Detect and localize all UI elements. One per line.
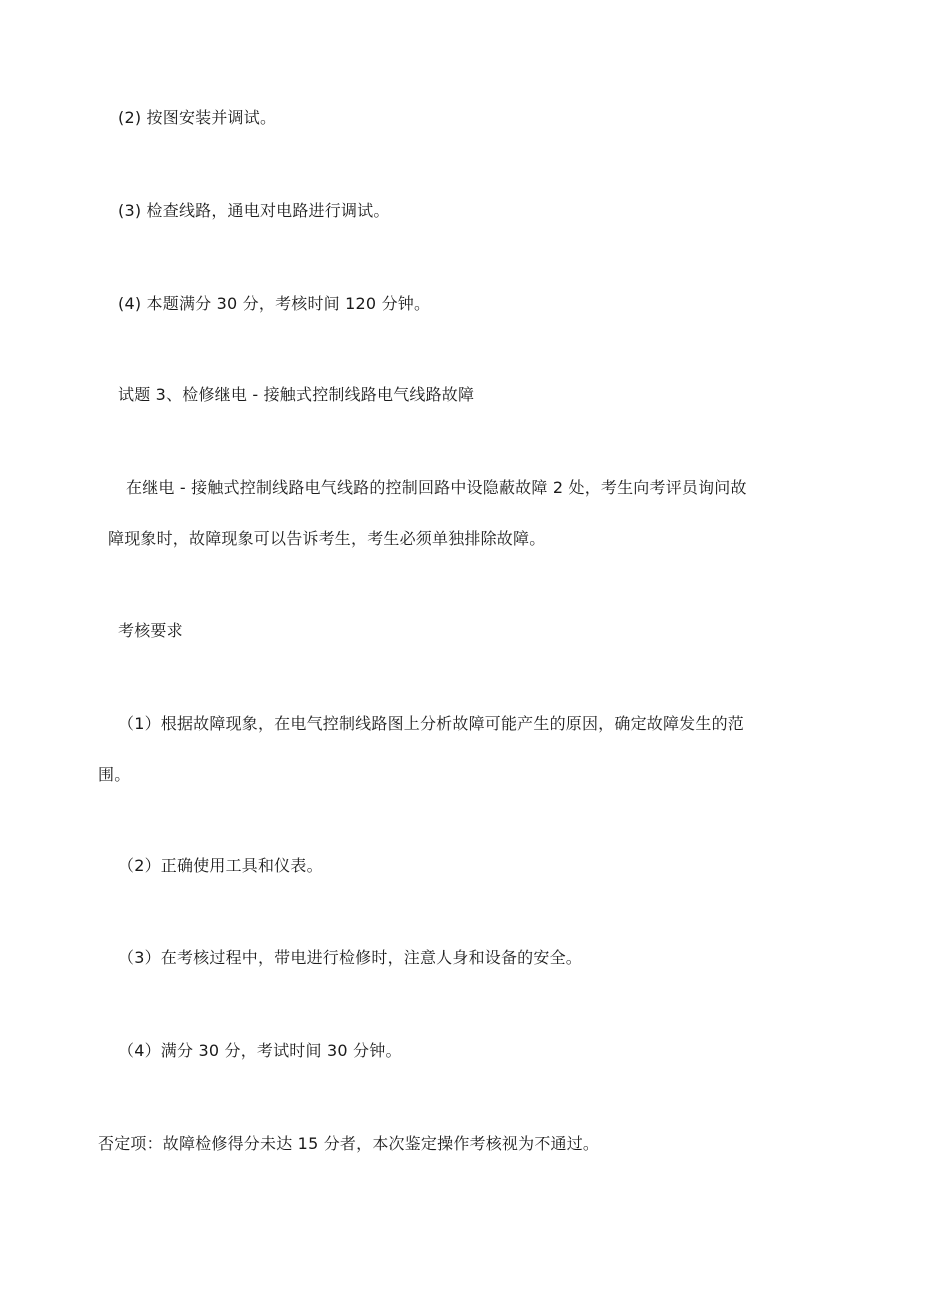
assessment-item-3: （3）在考核过程中，带电进行检修时，注意人身和设备的安全。	[118, 948, 582, 967]
requirement-item-3: (3) 检查线路，通电对电路进行调试。	[118, 201, 390, 220]
assessment-requirements-heading: 考核要求	[118, 621, 183, 640]
assessment-item-1: （1）根据故障现象，在电气控制线路图上分析故障可能产生的原因，确定故障发生的范	[118, 714, 744, 733]
assessment-item-1-cont: 围。	[98, 765, 131, 784]
veto-clause: 否定项：故障检修得分未达 15 分者，本次鉴定操作考核视为不通过。	[98, 1134, 600, 1153]
requirement-item-4: (4) 本题满分 30 分，考核时间 120 分钟。	[118, 294, 431, 313]
question-3-heading: 试题 3、检修继电 - 接触式控制线路电气线路故障	[118, 385, 475, 404]
question-3-description-cont: 障现象时，故障现象可以告诉考生，考生必须单独排除故障。	[108, 529, 546, 548]
assessment-item-2: （2）正确使用工具和仪表。	[118, 856, 323, 875]
question-3-description: 在继电 - 接触式控制线路电气线路的控制回路中设隐蔽故障 2 处，考生向考评员询问故	[126, 478, 747, 497]
assessment-item-4: （4）满分 30 分，考试时间 30 分钟。	[118, 1041, 402, 1060]
requirement-item-2: (2) 按图安装并调试。	[118, 108, 277, 127]
